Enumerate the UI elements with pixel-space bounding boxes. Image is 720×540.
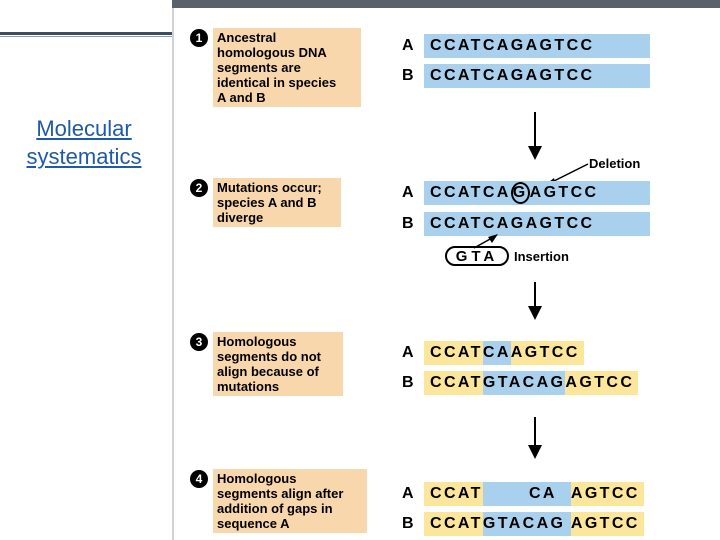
dna-sequence — [424, 482, 644, 506]
species-label: A — [402, 37, 414, 54]
step-text-line: Homologous — [217, 471, 297, 486]
sequence-3a — [402, 341, 584, 365]
down-arrow — [534, 417, 536, 447]
sequence-1a — [402, 34, 650, 58]
step-1 — [190, 28, 361, 107]
step-number: 1 — [190, 29, 208, 47]
step-text-line: addition of gaps in — [217, 501, 333, 516]
step-text-line: Homologous — [217, 334, 297, 349]
sequence-segment: AGTCC — [529, 184, 599, 201]
step-number: 2 — [190, 179, 208, 197]
slide-header-corner — [0, 0, 172, 34]
sequence-2b — [402, 212, 650, 236]
step-text-line: segments align after — [217, 486, 344, 501]
sequence-segment: AGTCC — [565, 371, 638, 395]
slide-title-line1: Molecular — [36, 116, 132, 141]
step-text-line: align because of — [217, 364, 319, 379]
slide-header-accent-thin — [0, 36, 172, 37]
step-text-line: identical in species — [217, 75, 337, 90]
sequence-segment: AGTCC — [571, 512, 644, 536]
step-text-line: Mutations occur; — [217, 180, 322, 195]
step-4 — [190, 469, 367, 533]
species-label: B — [402, 374, 414, 391]
sequence-segment: CCAT — [424, 341, 483, 365]
down-arrowhead — [528, 146, 542, 160]
deleted-base: G — [511, 182, 530, 204]
step-description — [213, 332, 343, 396]
dna-sequence — [424, 371, 638, 395]
down-arrowhead — [528, 445, 542, 459]
slide-title-line2: systematics — [26, 144, 142, 169]
sequence-segment: AGTCC — [511, 341, 584, 365]
slide-title — [4, 115, 164, 171]
down-arrow — [534, 282, 536, 308]
step-text-line: A and B — [217, 90, 266, 105]
species-label: A — [402, 184, 414, 201]
step-text-line: species A and B — [217, 195, 317, 210]
dna-sequence — [424, 512, 644, 536]
step-text-line: segments are — [217, 60, 301, 75]
species-label: A — [402, 344, 414, 361]
step-3 — [190, 332, 343, 396]
sequence-segment: CCAT — [424, 482, 483, 506]
step-number: 3 — [190, 333, 208, 351]
step-text-line: sequence A — [217, 516, 290, 531]
down-arrowhead — [528, 306, 542, 320]
step-description — [213, 178, 341, 227]
sequence-segment-with-gap: CA — [483, 482, 571, 506]
sequence-segment: GTACAG — [483, 371, 566, 395]
insertion-label: Insertion — [514, 249, 569, 264]
species-label: B — [402, 515, 414, 532]
dna-sequence: CCATCAGAGTCC — [424, 212, 650, 236]
sequence-1b — [402, 64, 650, 88]
slide-header-accent — [0, 32, 172, 35]
sequence-segment: CCATCA — [430, 184, 511, 201]
sequence-3b — [402, 371, 638, 395]
insertion-sequence: GTA — [445, 246, 509, 266]
step-text-line: mutations — [217, 379, 280, 394]
step-text-line: homologous DNA — [217, 45, 327, 60]
step-2 — [190, 178, 341, 227]
dna-sequence: CCATCAGAGTCC — [424, 34, 650, 58]
dna-sequence — [424, 341, 584, 365]
sequence-segment: AGTCC — [571, 482, 644, 506]
sequence-segment: CCAT — [424, 371, 483, 395]
dna-sequence — [424, 181, 650, 205]
sequence-segment: CA — [483, 341, 511, 365]
step-text-line: segments do not — [217, 349, 322, 364]
step-text-line: Ancestral — [217, 30, 277, 45]
species-label: B — [402, 67, 414, 84]
sequence-segment: GTACAG — [483, 512, 571, 536]
sequence-4a — [402, 482, 644, 506]
step-text-line: diverge — [217, 210, 264, 225]
sequence-4b — [402, 512, 644, 536]
slide-divider — [172, 8, 174, 540]
species-label: A — [402, 485, 414, 502]
step-description — [213, 28, 361, 107]
sequence-segment: CCAT — [424, 512, 483, 536]
sequence-2a — [402, 181, 650, 205]
deletion-label: Deletion — [589, 156, 641, 171]
step-description — [213, 469, 367, 533]
step-number: 4 — [190, 470, 208, 488]
down-arrow — [534, 112, 536, 148]
dna-sequence: CCATCAGAGTCC — [424, 64, 650, 88]
species-label: B — [402, 215, 414, 232]
